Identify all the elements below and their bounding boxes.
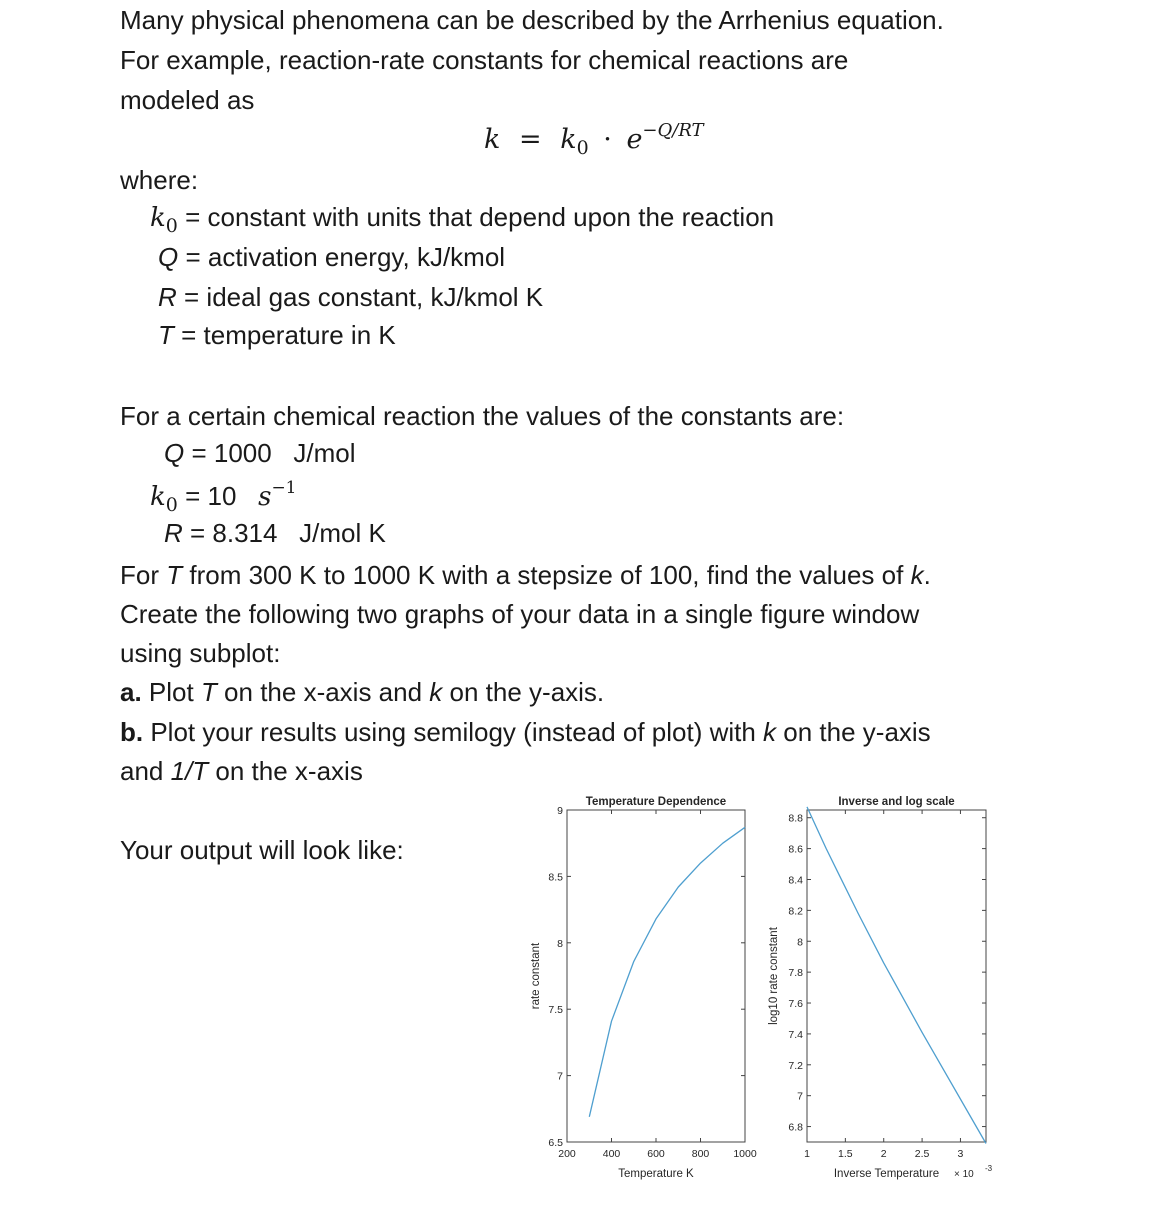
task-line-1-t: T	[166, 560, 183, 590]
task-line-1-part: .	[923, 560, 931, 590]
plot-area	[807, 810, 986, 1142]
x-tick-label: 600	[647, 1148, 665, 1160]
definition-k0-sub: 0	[165, 215, 178, 237]
constant-k0-symbol: k	[150, 482, 166, 512]
constant-q-symbol: Q	[164, 438, 185, 468]
y-tick-label: 6.5	[548, 1137, 563, 1149]
x-tick-label: 200	[558, 1148, 576, 1160]
task-a-part: on the y-axis.	[442, 677, 605, 707]
task-a-part: on the x-axis and	[216, 677, 430, 707]
y-tick-label: 7.4	[788, 1028, 803, 1041]
intro-line-1: Many physical phenomena can be described by the Arrhenius equation.	[120, 5, 944, 35]
chart-temperature-dependence	[530, 796, 757, 1180]
intro-line-2: For example, reaction-rate constants for chemical reactions are	[120, 45, 849, 75]
x-tick-label: 1	[804, 1148, 810, 1160]
constant-q-value: = 1000 J/mol	[184, 438, 356, 468]
plot-area	[567, 810, 745, 1142]
y-tick-label: 9	[557, 805, 563, 817]
x-axis-multiplier-exponent: -3	[985, 1164, 993, 1173]
y-axis-label: log10 rate constant	[768, 927, 780, 1025]
x-tick-label: 2	[880, 1148, 887, 1160]
definition-t-symbol: T	[158, 320, 174, 350]
constant-k0-unit: s	[258, 482, 272, 512]
task-b-part: on the x-axis	[208, 756, 363, 786]
x-tick-label: 1.5	[838, 1148, 853, 1160]
output-label: Your output will look like:	[120, 835, 404, 865]
chart-title: Temperature Dependence	[585, 796, 727, 808]
task-line-3: using subplot:	[120, 638, 281, 668]
task-a-k: k	[429, 677, 443, 707]
definition-q	[158, 242, 505, 273]
y-tick-label: 8.6	[788, 843, 803, 856]
y-tick-label: 8.2	[788, 905, 803, 918]
constant-k0-unit-exponent: −1	[271, 478, 297, 498]
chart-inverse-log-scale	[768, 796, 993, 1180]
definition-r-text: = ideal gas constant, kJ/kmol K	[176, 282, 544, 312]
definition-t-text: = temperature in K	[173, 320, 396, 350]
definition-r-symbol: R	[158, 282, 177, 312]
task-line-1-part: For	[120, 560, 167, 590]
y-tick-label: 7.5	[548, 1004, 563, 1017]
arrhenius-equation	[484, 120, 704, 159]
definition-q-text: = activation energy, kJ/kmol	[178, 242, 506, 272]
constant-r-symbol: R	[164, 518, 183, 548]
definition-k0-symbol: k	[150, 203, 166, 233]
y-tick-label: 8.4	[788, 874, 803, 887]
definition-t	[158, 320, 396, 351]
definition-r	[158, 282, 543, 313]
x-tick-label: 800	[691, 1148, 710, 1160]
task-b-part: on the y-axis	[776, 717, 931, 747]
constant-r-value: = 8.314 J/mol K	[182, 518, 386, 548]
y-tick-label: 7	[797, 1090, 803, 1103]
task-a-part: Plot	[141, 677, 201, 707]
definition-k0	[150, 202, 774, 237]
task-b-label: b.	[120, 717, 144, 747]
y-tick-label: 8.5	[548, 871, 563, 884]
eq-k0-sub: 0	[576, 137, 589, 159]
eq-base: e	[626, 124, 643, 155]
where-label: where:	[120, 165, 199, 195]
x-tick-label: 1000	[733, 1148, 757, 1160]
constant-q	[164, 438, 356, 469]
task-b-k: k	[763, 717, 777, 747]
y-tick-label: 8.8	[788, 812, 803, 825]
x-tick-label: 2.5	[914, 1148, 930, 1160]
task-b-inverse-t: 1/T	[170, 756, 209, 786]
task-line-2: Create the following two graphs of your data in a single figure window	[120, 599, 920, 629]
y-tick-label: 7.8	[788, 967, 803, 980]
task-line-1-k: k	[910, 560, 924, 590]
y-tick-label: 6.8	[788, 1121, 803, 1134]
task-a	[120, 672, 604, 712]
x-axis-label: Inverse Temperature	[833, 1168, 940, 1180]
eq-exponent: −Q/RT	[642, 120, 704, 141]
y-axis-label: rate constant	[530, 942, 542, 1010]
definition-q-symbol: Q	[158, 242, 179, 272]
x-axis-label: Temperature K	[618, 1168, 694, 1180]
task-a-label: a.	[120, 677, 142, 707]
definition-k0-text: = constant with units that depend upon the reaction	[177, 202, 775, 232]
x-axis-multiplier: × 10	[954, 1169, 974, 1180]
task-b-part: and	[120, 756, 171, 786]
constant-k0	[150, 478, 297, 516]
x-tick-label: 3	[957, 1148, 964, 1160]
figure-window	[520, 788, 1000, 1188]
y-tick-label: 7.6	[788, 998, 803, 1011]
task-b-cont	[120, 751, 363, 791]
eq-lhs: k	[484, 124, 501, 155]
eq-equals: =	[518, 124, 542, 155]
task-b-part: Plot your results using semilogy (instead of plot) with	[143, 717, 764, 747]
intro-line-3: modeled as	[120, 85, 255, 115]
constant-k0-value: = 10	[177, 481, 259, 511]
constants-intro: For a certain chemical reaction the values of the constants are:	[120, 401, 845, 431]
y-tick-label: 8	[557, 937, 563, 950]
y-tick-label: 7	[557, 1070, 563, 1083]
task-line-1	[120, 555, 931, 595]
chart-title: Inverse and log scale	[838, 796, 955, 808]
y-tick-label: 8	[797, 936, 803, 949]
task-line-1-part: from 300 K to 1000 K with a stepsize of 100, find the values of	[182, 560, 911, 590]
y-tick-label: 7.2	[788, 1059, 803, 1072]
task-a-t: T	[200, 677, 217, 707]
eq-k0: k	[560, 124, 577, 155]
eq-dot: ·	[603, 124, 612, 155]
task-b	[120, 712, 931, 752]
constant-r	[164, 518, 386, 549]
constant-k0-sub: 0	[165, 494, 178, 516]
x-tick-label: 400	[602, 1148, 621, 1160]
